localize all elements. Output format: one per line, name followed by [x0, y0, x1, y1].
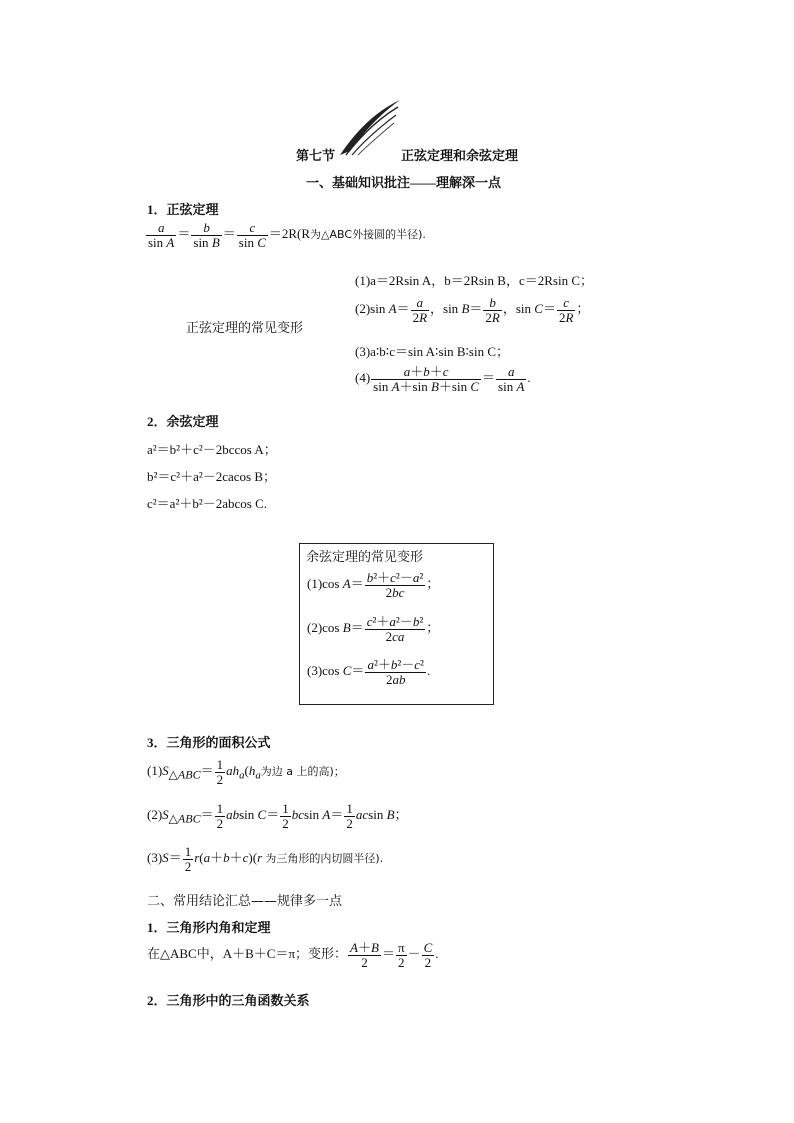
cosine-variant-1: (1)cos A＝ $\frac{\text{b²＋c²－a²}}{2bc}$ ； — [307, 570, 440, 600]
sines-variant-4: (4) $\frac{a+b+c}{\text{sin A＋sin B＋sin C}}$ ＝ $\frac{a}{\text{sin A}}$ . — [355, 364, 531, 394]
sines-variant-3: (3)a∶b∶c＝sin A∶sin B∶sin C； — [355, 344, 510, 359]
area-formula-2: $(2)S_{\triangle ABC}=$ $\frac{1}{2}$ absin C＝ $\frac{1}{2}$ bcsin A＝ $\frac{1}{2}$ acsin B； — [147, 801, 408, 831]
area-formula-1: $(1)S_{\triangle ABC}=$ $\frac{1}{2}$ $ah_a(h_a$为边 a 上的高)； — [147, 757, 345, 787]
section-subtitle: 一、基础知识批注——理解深一点 — [306, 175, 502, 190]
angle-sum-text: 在△ABC中，A＋B＋C＝π；变形： — [147, 946, 348, 962]
cosine-variants-box — [299, 543, 494, 705]
cosine-variant-2: (2)cos B＝ $\frac{\text{c²＋a²－b²}}{2ca}$ ； — [307, 614, 440, 644]
inradius-note: 为三角形的内切圆半径). — [265, 852, 384, 866]
trig-relations-heading: 2．三角形中的三角函数关系 — [147, 993, 310, 1008]
cosine-variants-title: 余弦定理的常见变形 — [306, 550, 424, 565]
sines-variant-2: (2)sin A＝ $\frac{a}{2R}$ ，sin B＝ $\frac{b}{2R}$ ，sin C＝ $\frac{c}{2R}$ ； — [355, 295, 590, 325]
cosine-variant-3: (3)cos C＝ $\frac{\text{a²＋b²－c²}}{2ab}$ . — [307, 657, 431, 687]
decorative-swoosh-icon — [336, 97, 406, 159]
conclusions-heading: 二、常用结论汇总——规律多一点 — [147, 894, 343, 909]
law-of-sines-heading: 1．正弦定理 — [147, 202, 219, 217]
section-number: 第七节 — [296, 148, 336, 163]
cosine-formula-c: c²＝a²＋b²－2abcos C. — [147, 496, 268, 511]
cosine-formula-b: b²＝c²＋a²－2cacos B； — [147, 469, 277, 484]
area-formula-3: (3)S＝ $\frac{1}{2}$ r(a＋b＋c)(r 为三角形的内切圆半径). — [147, 844, 384, 874]
angle-sum-heading: 1．三角形内角和定理 — [147, 920, 271, 935]
angle-sum-line: 在△ABC中，A＋B＋C＝π；变形： $\frac{A+B}{2}$ ＝ $\frac{\pi}{2}$ － $\frac{C}{2}$ . — [147, 940, 439, 970]
circumradius-note: 为△ABC外接圆的半径). — [310, 228, 426, 242]
page-title: 正弦定理和余弦定理 — [401, 148, 519, 163]
law-of-cosines-heading: 2．余弦定理 — [147, 414, 219, 429]
sines-variant-1: (1)a＝2Rsin A，b＝2Rsin B，c＝2Rsin C； — [355, 273, 593, 288]
height-note: 为边 a 上的高)； — [260, 765, 345, 779]
law-of-sines-formula: $\frac{a}{\text{sin A}}$ ＝ $\frac{b}{\text{sin B}}$ ＝ $\frac{c}{\text{sin C}}$ ＝2R(R为△ABC外接圆的半径). — [148, 220, 426, 250]
law-of-sines-eq-tail: ＝2R(R — [268, 226, 311, 242]
sines-variants-label: 正弦定理的常见变形 — [186, 321, 304, 336]
area-heading: 3．三角形的面积公式 — [147, 735, 271, 750]
cosine-formula-a: a²＝b²＋c²－2bccos A； — [147, 442, 277, 457]
